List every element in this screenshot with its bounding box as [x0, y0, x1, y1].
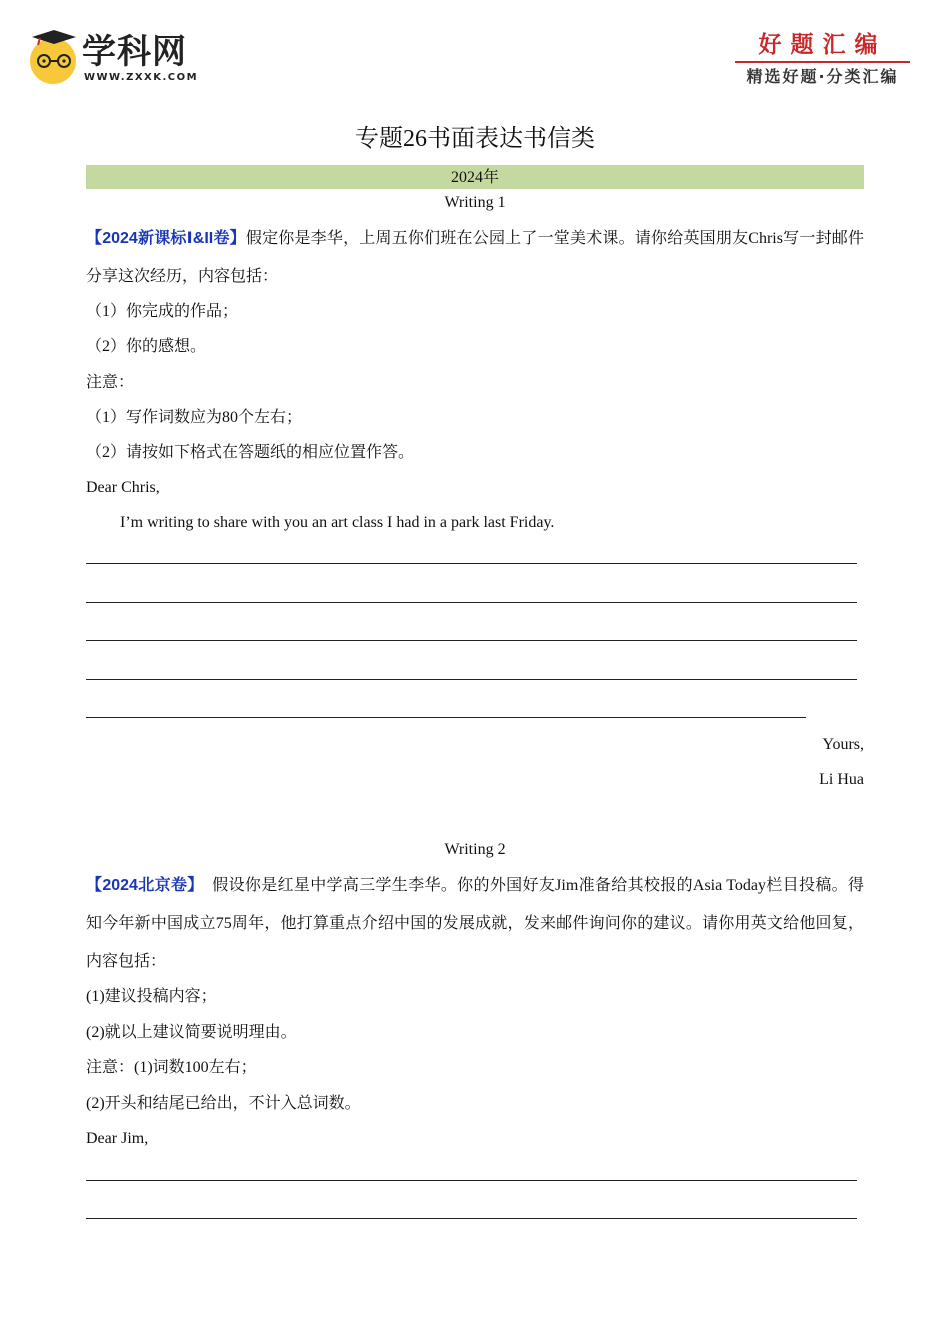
- writing2-prompt: [86, 867, 864, 981]
- writing1-signature: Li Hua: [819, 771, 864, 788]
- writing1-opening: I’m writing to share with you an art class I had in a park last Friday.: [120, 514, 555, 531]
- writing2-salutation: Dear Jim,: [86, 1130, 149, 1147]
- graduation-cap-icon: [32, 30, 76, 46]
- answer-line: [86, 679, 857, 680]
- writing1-prompt: [86, 220, 864, 296]
- writing2-heading: Writing 2: [444, 841, 506, 858]
- writing2-prompt-text: 假设你是红星中学高三学生李华。你的外国好友Jim准备给其校报的Asia Today栏目投稿。得知今年新中国成立75周年，他打算重点介绍中国的发展成就，发来邮件询问你的建议。请你用英文给他回复，内容包括：: [86, 877, 865, 970]
- writing2-source: 【2024北京卷】: [86, 877, 204, 894]
- brand-title: 好题汇编: [758, 32, 887, 58]
- writing1-point-2: （2）你的感想。: [86, 338, 207, 355]
- answer-line: [86, 602, 857, 603]
- answer-line: [86, 1180, 857, 1181]
- writing1-salutation: Dear Chris,: [86, 479, 160, 496]
- year-banner: 2024年: [86, 165, 864, 189]
- writing2-point-2: (2)就以上建议简要说明理由。: [86, 1024, 297, 1041]
- logo-text: 学科网: [82, 32, 187, 72]
- writing2-point-1: (1)建议投稿内容；: [86, 988, 217, 1005]
- writing2-note-1: 注意：(1)词数100左右；: [86, 1059, 257, 1076]
- writing1-note-1: （1）写作词数应为80个左右；: [86, 409, 303, 426]
- answer-line: [86, 1218, 857, 1219]
- writing2-note-2: (2)开头和结尾已给出，不计入总词数。: [86, 1095, 361, 1112]
- page-title: 专题26书面表达书信类: [355, 126, 595, 152]
- answer-line: [86, 717, 806, 718]
- writing1-heading: Writing 1: [444, 194, 506, 211]
- writing1-prompt-text: 假定你是李华，上周五你们班在公园上了一堂美术课。请你给英国朋友Chris写一封邮件分享这次经历，内容包括：: [86, 230, 864, 285]
- answer-line: [86, 563, 857, 564]
- logo-url: WWW.ZXXK.COM: [84, 72, 199, 83]
- brand-divider: [735, 61, 910, 63]
- writing1-notes-label: 注意：: [86, 374, 135, 391]
- answer-line: [86, 640, 857, 641]
- writing1-note-2: （2）请按如下格式在答题纸的相应位置作答。: [86, 444, 415, 461]
- writing1-point-1: （1）你完成的作品；: [86, 303, 239, 320]
- writing1-closing: Yours,: [822, 736, 864, 753]
- glasses-icon: [35, 54, 73, 68]
- writing1-source: 【2024新课标Ⅰ&II卷】: [86, 230, 246, 247]
- logo: [30, 30, 230, 90]
- brand-badge: [735, 30, 910, 92]
- brand-subtitle: 精选好题·分类汇编: [746, 67, 899, 86]
